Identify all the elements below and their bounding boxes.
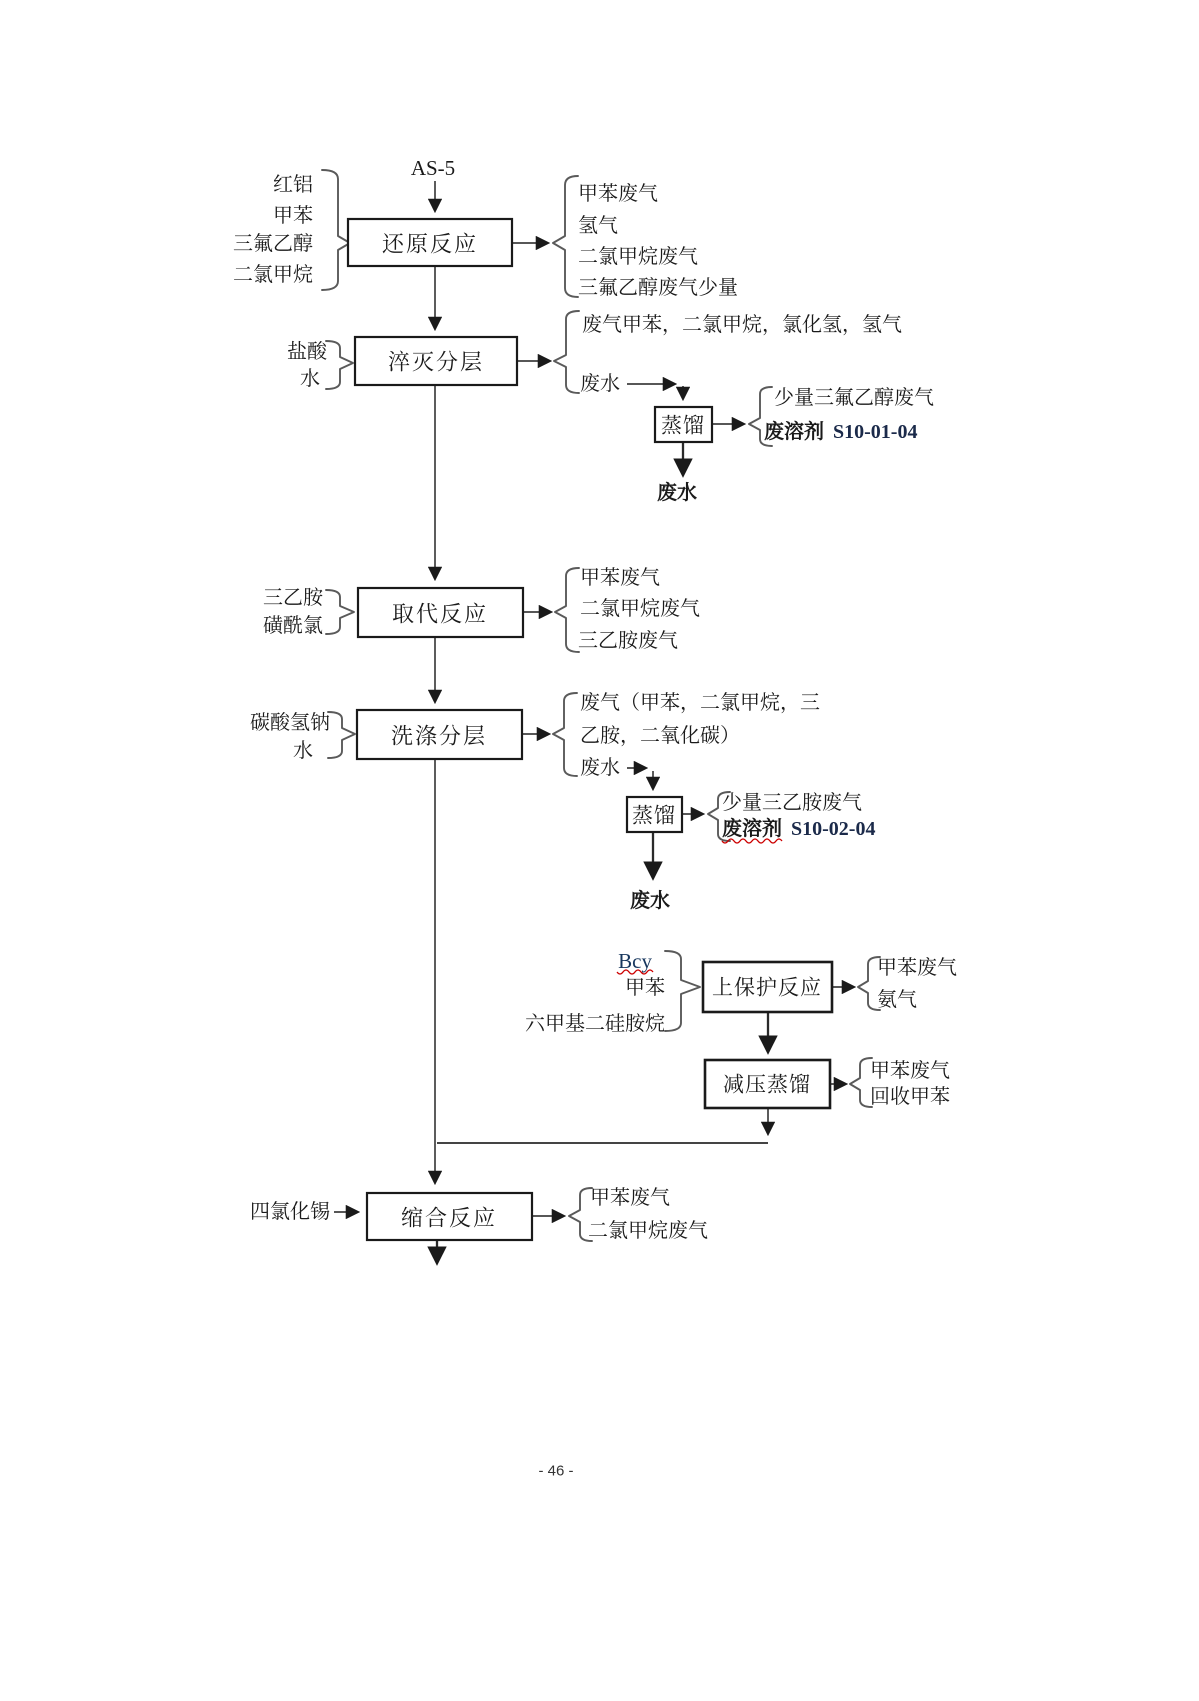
waste-solvent-label: 废溶剂: [722, 818, 782, 840]
wastewater-label: 废水: [630, 890, 670, 912]
output-label: 三氟乙醇废气少量: [578, 277, 738, 299]
inputs-washing: [250, 711, 330, 762]
page-number: - 46 -: [538, 1462, 574, 1480]
outputs-condensation: [588, 1186, 708, 1242]
brace-outputs-vacuum: [850, 1058, 872, 1107]
output-label-wastewater: 废水: [580, 373, 620, 395]
source-label-as5: AS-5: [410, 156, 456, 180]
input-label: 碳酸氢钠: [250, 712, 330, 734]
input-label: 甲苯: [625, 977, 665, 999]
input-label: 水: [300, 368, 320, 390]
output-label: 甲苯废气: [870, 1060, 950, 1082]
box-quench-label: 淬灭分层: [387, 349, 485, 375]
box-condensation-label: 缩合反应: [400, 1205, 498, 1231]
input-label: 红铝: [273, 174, 313, 196]
output-label: 氨气: [877, 989, 917, 1011]
box-substitution-label: 取代反应: [391, 601, 489, 627]
input-label: 三乙胺: [263, 587, 323, 609]
bracket-inputs-protection: [665, 951, 700, 1031]
box-washing-label: 洗涤分层: [390, 723, 488, 749]
output-label: 二氯甲烷废气: [588, 1220, 708, 1242]
brace-outputs-washing: [553, 693, 577, 776]
input-label: 甲苯: [273, 205, 313, 227]
output-label: 甲苯废气: [578, 183, 658, 205]
brace-outputs-reduction: [553, 176, 578, 297]
outputs-protection: [877, 956, 957, 1011]
outputs-substitution: [578, 566, 700, 652]
output-label: 乙胺，二氧化碳）: [580, 725, 740, 747]
bracket-inputs-reduction: [322, 170, 350, 290]
output-label: 甲苯废气: [590, 1187, 670, 1209]
output-label: 二氯甲烷废气: [578, 246, 698, 268]
output-label: 甲苯废气: [877, 957, 957, 979]
waste-solvent-code: S10-02-04: [791, 818, 876, 840]
input-label: 二氯甲烷: [233, 264, 313, 286]
input-label-bcy: Bcy: [618, 949, 652, 973]
waste-solvent-code: S10-01-04: [833, 421, 918, 443]
outputs-vacuum: [870, 1059, 950, 1108]
output-label: 废气甲苯，二氯甲烷，氯化氢，氢气: [582, 314, 902, 336]
input-label: 盐酸: [287, 341, 327, 363]
output-label-wastewater: 废水: [580, 757, 620, 779]
outputs-washing: [580, 691, 820, 779]
inputs-substitution: [263, 586, 324, 637]
bracket-inputs-washing: [328, 712, 355, 758]
wastewater-label: 废水: [657, 482, 697, 504]
output-label: 二氯甲烷废气: [580, 598, 700, 620]
input-label: 三氟乙醇: [233, 233, 313, 255]
outputs-distill1: [657, 386, 934, 504]
input-label: 六甲基二硅胺烷: [525, 1013, 665, 1035]
bracket-inputs-substitution: [326, 590, 354, 634]
inputs-quench: [287, 340, 328, 390]
input-label: 磺酰氯: [263, 615, 323, 637]
output-label: 氢气: [578, 215, 618, 237]
outputs-quench: [580, 313, 902, 395]
box-reduction-label: 还原反应: [381, 231, 479, 257]
output-label: 回收甲苯: [870, 1086, 950, 1108]
brace-outputs-quench: [554, 311, 579, 393]
input-label: 四氯化锡: [250, 1201, 330, 1223]
output-label: 少量三乙胺废气: [722, 792, 862, 814]
box-distill1-label: 蒸馏: [661, 414, 705, 438]
box-protection-label: 上保护反应: [712, 976, 822, 1000]
inputs-protection: [525, 949, 665, 1035]
box-vacuum-label: 减压蒸馏: [723, 1073, 811, 1097]
inputs-reduction: [233, 173, 313, 286]
box-distill2-label: 蒸馏: [632, 804, 676, 828]
output-label: 甲苯废气: [580, 567, 660, 589]
bracket-inputs-quench: [326, 341, 353, 389]
outputs-reduction: [578, 182, 738, 299]
brace-outputs-substitution: [555, 568, 579, 652]
waste-solvent-label: 废溶剂: [764, 421, 824, 443]
output-label: 废气（甲苯，二氯甲烷，三: [580, 692, 820, 714]
output-label: 少量三氟乙醇废气: [774, 387, 934, 409]
input-label: 水: [293, 740, 313, 762]
output-label: 三乙胺废气: [578, 630, 678, 652]
